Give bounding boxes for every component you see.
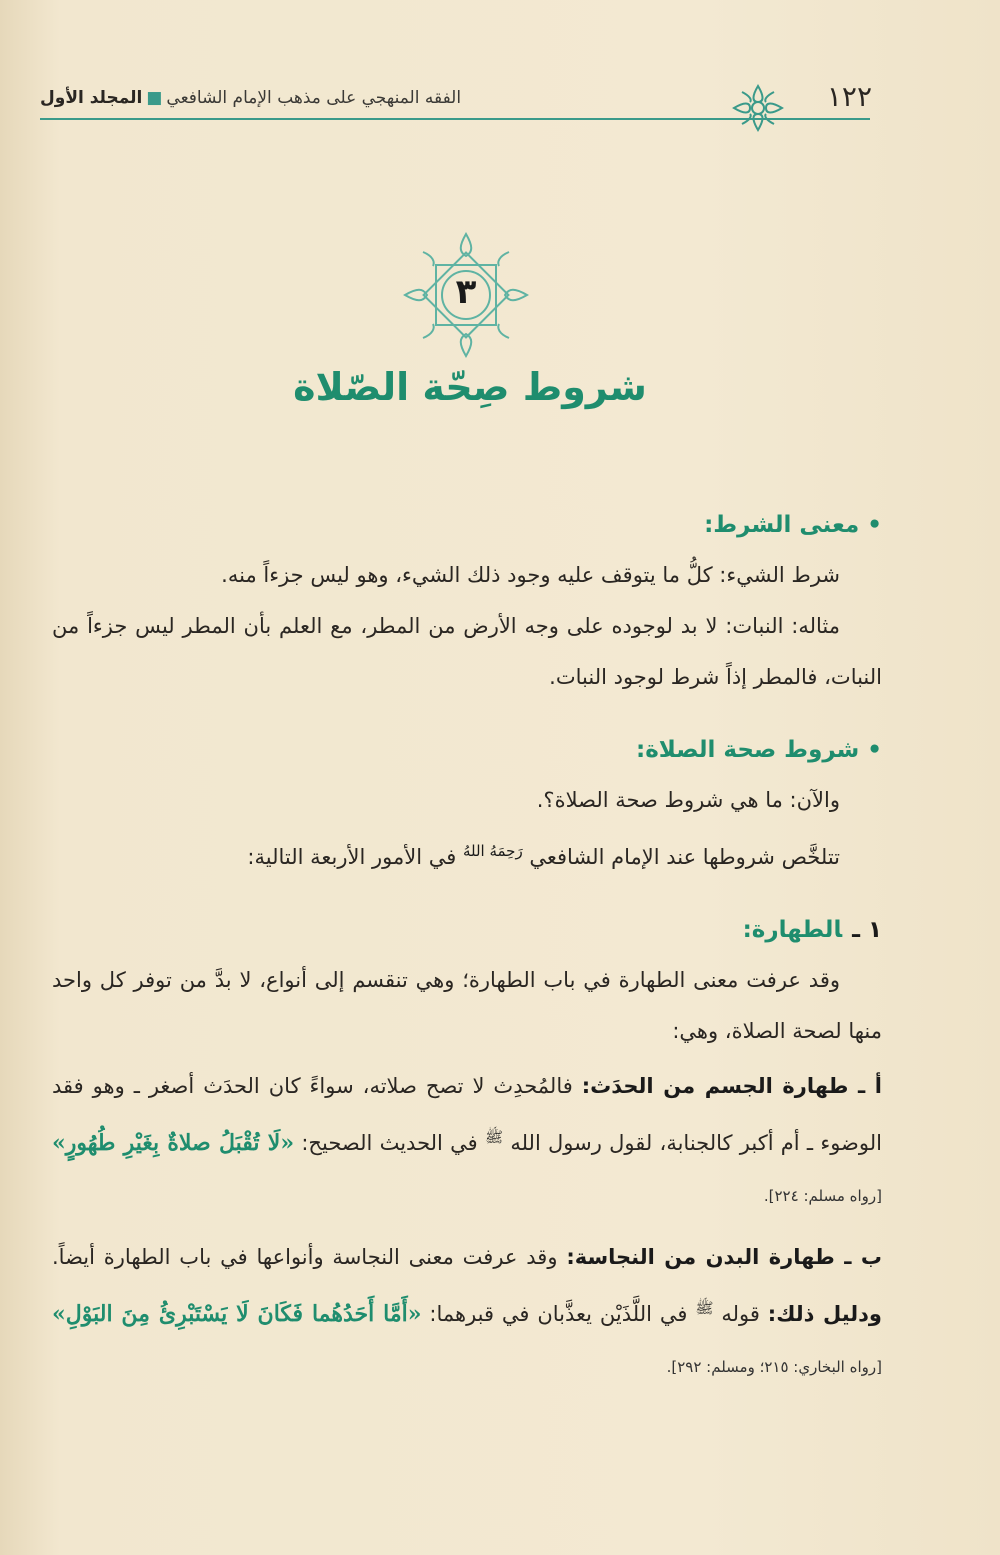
bullet-icon: • <box>867 737 882 763</box>
text-run: قوله <box>721 1302 760 1326</box>
section-heading-conditions <box>52 725 882 775</box>
hadith-reference: [رواه مسلم: ٢٢٤]. <box>763 1187 882 1205</box>
header-separator: ■ <box>146 88 163 108</box>
floral-ornament-icon <box>728 80 788 136</box>
text-run: في اللَّذَيْن يعذَّبان في قبرهما: <box>429 1302 688 1326</box>
running-title <box>40 88 720 108</box>
subsection-heading-purity <box>52 905 882 955</box>
header-rule <box>40 118 870 120</box>
honorific-mark: ﷺ <box>695 1299 714 1317</box>
page-content <box>52 500 882 1393</box>
paragraph: وقد عرفت معنى الطهارة في باب الطهارة؛ وهي تنقسم إلى أنواع، لا بدَّ من توفر كل واحد منها لصحة الصلاة، وهي: <box>52 968 882 1043</box>
chapter-title: شروط صِحّة الصّلاة <box>293 365 647 409</box>
paragraph: والآن: ما هي شروط صحة الصلاة؟. <box>536 788 840 812</box>
text-run: في الحديث الصحيح: <box>301 1131 478 1155</box>
honorific-mark: ﷺ <box>484 1128 504 1146</box>
honorific-mark: رَحِمَهُ اللهُ <box>462 842 523 860</box>
section-heading-meaning <box>52 500 882 550</box>
bullet-icon: • <box>867 512 882 538</box>
paragraph <box>52 1061 882 1222</box>
hadith-reference: [رواه البخاري: ٢١٥؛ ومسلم: ٢٩٢]. <box>666 1358 882 1376</box>
paragraph <box>52 1232 882 1393</box>
text-run: فالمُحدِث لا تصح صلاته، سواءً كان الحدَث أصغر ـ وهو فقد الوضوء ـ أم أكبر كالجنابة، لقول رسول الله <box>52 1074 882 1155</box>
heading-text: معنى الشرط: <box>704 512 860 538</box>
hadith-quote: «أَمَّا أَحَدُهُما فَكَانَ لَا يَسْتَبْرِئُ مِنَ البَوْلِ» <box>52 1301 422 1327</box>
volume-label: المجلد الأول <box>40 88 143 108</box>
sub-item-label: ب ـ طهارة البدن من النجاسة: <box>566 1245 882 1269</box>
text-run: وقد عرفت معنى النجاسة وأنواعها في باب الطهارة أيضاً. <box>52 1245 558 1269</box>
paragraph <box>52 826 882 883</box>
paragraph: مثاله: النبات: لا بد لوجوده على وجه الأرض من المطر، مع العلم بأن المطر ليس جزءاً من النبات، فالمطر إذاً شرط لوجود النبات. <box>52 614 882 689</box>
evidence-label: ودليل ذلك: <box>767 1302 882 1326</box>
heading-text: الطهارة: <box>742 917 843 943</box>
sub-item-label: أ ـ طهارة الجسم من الحدَث: <box>581 1074 883 1098</box>
heading-text: شروط صحة الصلاة: <box>636 737 860 763</box>
book-title: الفقه المنهجي على مذهب الإمام الشافعي <box>166 88 462 108</box>
page-number: ١٢٢ <box>826 80 872 113</box>
chapter-number: ٣ <box>455 272 477 312</box>
text-run: تتلخَّص شروطها عند الإمام الشافعي <box>529 845 840 869</box>
item-number: ١ ـ <box>852 917 882 943</box>
text-run: في الأمور الأربعة التالية: <box>247 845 457 869</box>
hadith-quote: «لَا تُقْبَلُ صلاةٌ بِغَيْرِ طُهُورٍ» <box>52 1130 295 1156</box>
paragraph: شرط الشيء: كلُّ ما يتوقف عليه وجود ذلك الشيء، وهو ليس جزءاً منه. <box>221 563 840 587</box>
